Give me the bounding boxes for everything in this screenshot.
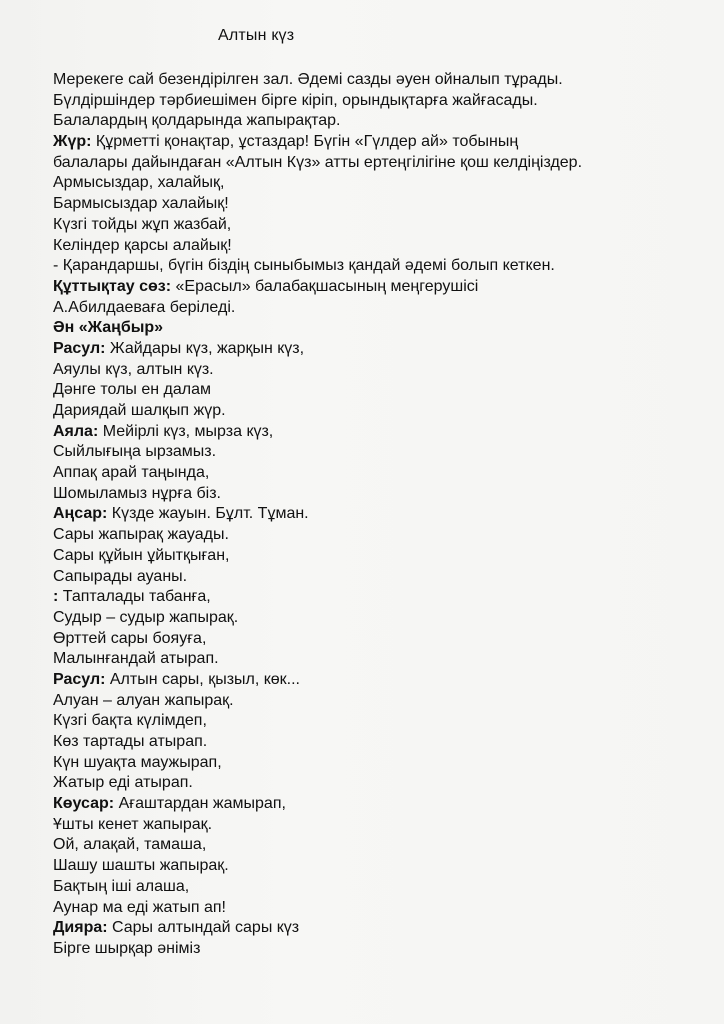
line-text: Ұшты кенет жапырақ. (53, 815, 213, 833)
line-text: Аунар ма еді жатып ап! (53, 898, 226, 916)
text-line (53, 463, 703, 484)
line-text: Малынғандай атырап. (53, 650, 219, 668)
line-text: Сыйлығыңа ырзамыз. (53, 443, 217, 461)
line-text: Келіндер қарсы алайық! (53, 236, 232, 254)
text-line (53, 546, 703, 567)
speaker-label: Көусар: (53, 795, 115, 813)
line-text: Шашу шашты жапырақ. (53, 857, 229, 875)
line-text: Бармысыздар халайық! (53, 195, 229, 213)
line-text: Жайдары күз, жарқын күз, (105, 339, 305, 357)
text-line (53, 132, 703, 153)
document-title: Алтын күз (218, 27, 295, 44)
text-line (53, 298, 703, 319)
line-text: Шомыламыз нұрға біз. (53, 484, 221, 502)
text-line (53, 525, 703, 546)
text-line (53, 753, 703, 774)
text-line (53, 567, 703, 588)
text-line (53, 649, 703, 670)
text-line (53, 360, 703, 381)
text-line (53, 256, 703, 277)
line-text: Бақтың іші алаша, (53, 877, 190, 895)
text-line (53, 401, 703, 422)
line-text: Көз тартады атырап. (53, 733, 208, 750)
text-line (53, 277, 703, 298)
line-text: «Ерасыл» балабақшасының меңгерушісі (171, 277, 479, 295)
line-text: А.Абилдаеваға беріледі. (53, 298, 236, 316)
line-text: Ағаштардан жамырап, (114, 795, 286, 813)
line-text: Сары алтындай сары күз (107, 919, 300, 937)
line-text: Балалардың қолдарында жапырақтар. (53, 112, 341, 130)
line-text: Сары жапырақ жауады. (53, 526, 229, 544)
text-line (53, 732, 703, 753)
speaker-label: Жүр: (53, 133, 92, 151)
line-text: Өрттей сары бояуға, (53, 629, 207, 647)
text-line (53, 380, 703, 401)
text-line (53, 691, 703, 712)
line-text: Дариядай шалқып жүр. (53, 402, 226, 419)
text-line (53, 856, 703, 877)
speaker-label: Аяла: (53, 422, 99, 440)
speaker-label: Расул: (53, 339, 106, 357)
line-text: Күн шуақта маужырап, (53, 753, 222, 771)
text-line (53, 670, 703, 691)
line-text: Алуан – алуан жапырақ. (53, 691, 234, 709)
text-line (53, 442, 703, 463)
text-line (53, 608, 703, 629)
speaker-label: Дияра: (53, 919, 108, 937)
line-text: Бірге шырқар әніміз (53, 939, 201, 957)
line-text: Армысыздар, халайық, (53, 174, 225, 192)
speaker-label: Құттықтау сөз: (53, 277, 172, 295)
line-text: Бүлдіршіндер тәрбиешімен бірге кіріп, орындықтарға жайғасады. (53, 91, 538, 109)
line-text: Сапырады ауаны. (53, 567, 188, 585)
text-line (53, 70, 703, 91)
line-text: Жатыр еді атырап. (53, 774, 193, 792)
text-line (53, 111, 703, 132)
line-text: Аппақ арай таңында, (53, 464, 210, 482)
text-line (53, 484, 703, 505)
text-line (53, 422, 703, 443)
text-line (53, 898, 703, 919)
speaker-label: Расул: (53, 670, 106, 688)
script-text (53, 70, 703, 960)
text-line (53, 236, 703, 257)
line-text: Ой, алақай, тамаша, (53, 836, 207, 854)
text-line (53, 587, 703, 608)
text-line (53, 918, 703, 939)
speaker-label: Аңсар: (53, 505, 108, 523)
line-text: Дәнге толы ен далам (53, 381, 212, 399)
speaker-label: : (53, 588, 59, 606)
text-line (53, 153, 703, 174)
text-line (53, 877, 703, 898)
line-text: Аяулы күз, алтын күз. (53, 360, 214, 378)
text-line (53, 91, 703, 112)
line-text: Алтын сары, қызыл, көк... (105, 670, 300, 688)
text-line (53, 629, 703, 650)
line-text: Күзгі бақта күлімдеп, (53, 712, 207, 730)
line-text: Мейірлі күз, мырза күз, (98, 422, 274, 440)
line-text: - Қарандаршы, бүгін біздің сыныбымыз қандай әдемі болып кеткен. (53, 257, 555, 275)
line-text: Тапталады табанға, (58, 588, 211, 606)
text-line (53, 318, 703, 339)
text-line (53, 815, 703, 836)
text-line (53, 215, 703, 236)
line-text: Судыр – судыр жапырақ. (53, 608, 239, 626)
text-line (53, 711, 703, 732)
text-line (53, 835, 703, 856)
text-line (53, 173, 703, 194)
text-line (53, 939, 703, 960)
text-line (53, 794, 703, 815)
speaker-label: Ән «Жаңбыр» (53, 319, 164, 337)
line-text: Құрметті қонақтар, ұстаздар! Бүгін «Гүлдер ай» тобының (91, 133, 519, 151)
text-line (53, 504, 703, 525)
line-text: Мерекеге сай безендірілген зал. Әдемі сазды әуен ойналып тұрады. (53, 71, 563, 88)
line-text: балалары дайындаған «Алтын Күз» атты ертеңгілігіне қош келдіңіздер. (53, 153, 583, 171)
line-text: Күзгі тойды жұп жазбай, (53, 215, 232, 233)
text-line (53, 339, 703, 360)
line-text: Күзде жауын. Бұлт. Тұман. (107, 505, 309, 523)
text-line (53, 194, 703, 215)
line-text: Сары құйын ұйытқыған, (53, 546, 230, 564)
text-line (53, 773, 703, 794)
